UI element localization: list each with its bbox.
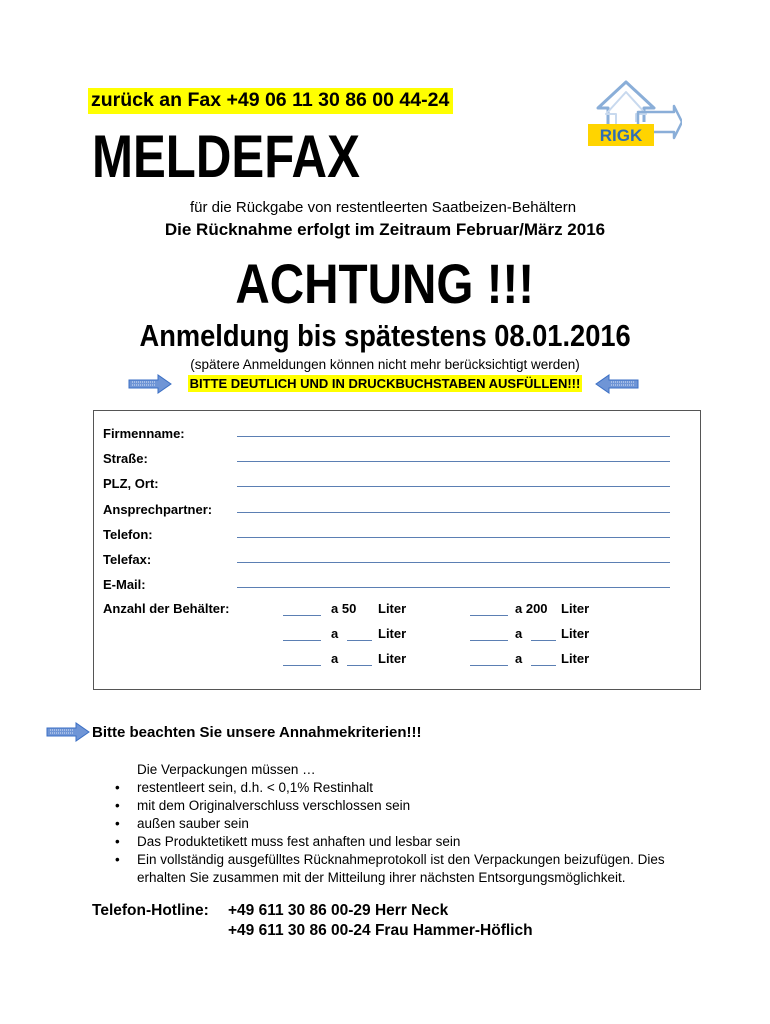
hotline-label: Telefon-Hotline:: [92, 902, 209, 919]
hotline-contact: +49 611 30 86 00-24 Frau Hammer-Höflich: [228, 922, 533, 939]
return-period: [0, 220, 770, 240]
left-quantity-line[interactable]: [283, 640, 321, 641]
subtitle-text: für die Rückgabe von restentleerten Saatbeizen-Behältern: [190, 199, 577, 216]
criteria-item-text: mit dem Originalverschluss verschlossen sein: [137, 798, 411, 813]
right-quantity-line[interactable]: [470, 640, 508, 641]
form-field-label: E-Mail:: [103, 577, 146, 592]
left-container-size: a: [331, 626, 339, 641]
criteria-item: [115, 851, 677, 887]
right-container-size: a 200: [515, 601, 548, 616]
criteria-item: [115, 779, 677, 797]
form-field-input-line[interactable]: [237, 486, 670, 487]
criteria-item-text: Das Produktetikett muss fest anhaften und lesbar sein: [137, 834, 461, 849]
warning-heading: [0, 252, 770, 316]
registration-deadline: [0, 317, 770, 355]
subtitle: [0, 199, 770, 216]
bullet-icon: •: [115, 798, 120, 813]
left-quantity-line[interactable]: [283, 665, 321, 666]
form-field-input-line[interactable]: [237, 512, 670, 513]
containers-label: Anzahl der Behälter:: [103, 601, 230, 616]
bullet-icon: •: [115, 780, 120, 795]
criteria-item-text: restentleert sein, d.h. < 0,1% Restinhalt: [137, 780, 374, 795]
form-field-input-line[interactable]: [237, 537, 670, 538]
fill-instruction: [0, 375, 770, 392]
left-container-size: a 50: [331, 601, 357, 616]
fill-instruction-text: BITTE DEUTLICH UND IN DRUCKBUCHSTABEN AUSFÜLLEN!!!: [189, 376, 581, 391]
form-field-input-line[interactable]: [237, 436, 670, 437]
arrow-right-icon: [46, 722, 90, 742]
right-quantity-line[interactable]: [470, 665, 508, 666]
bullet-icon: •: [115, 816, 120, 831]
right-container-size: a: [515, 626, 523, 641]
criteria-item: [115, 833, 677, 851]
left-container-unit: Liter: [378, 601, 407, 616]
left-quantity-line[interactable]: [283, 615, 321, 616]
criteria-item: [115, 797, 677, 815]
left-container-unit: Liter: [378, 626, 407, 641]
form-field-input-line[interactable]: [237, 562, 670, 563]
criteria-item-text: außen sauber sein: [137, 816, 249, 831]
form-field-label: Straße:: [103, 451, 148, 466]
left-size-line[interactable]: [347, 665, 372, 666]
criteria-heading: Bitte beachten Sie unsere Annahmekriterien!!!: [92, 724, 422, 741]
criteria-list: [115, 779, 677, 887]
criteria-item-text: Ein vollständig ausgefülltes Rücknahmeprotokoll ist den Verpackungen beizufügen. Dies erhalten Sie zusammen mit der Mitteilung ihrer nächsten Entsorgungsmöglichkeit.: [137, 852, 665, 885]
right-container-unit: Liter: [561, 651, 590, 666]
registration-form: [93, 410, 701, 690]
registration-deadline-text: Anmeldung bis spätestens 08.01.2016: [139, 318, 631, 353]
right-container-size: a: [515, 651, 523, 666]
right-size-line[interactable]: [531, 640, 556, 641]
page-title: MELDEFAX: [92, 123, 360, 190]
warning-heading-text: ACHTUNG !!!: [235, 252, 535, 315]
form-field-label: Telefax:: [103, 552, 152, 567]
return-period-text: Die Rücknahme erfolgt im Zeitraum Februar/März 2016: [164, 220, 606, 239]
left-container-size: a: [331, 651, 339, 666]
form-field-input-line[interactable]: [237, 461, 670, 462]
bullet-icon: •: [115, 834, 120, 849]
form-field-label: Telefon:: [103, 527, 153, 542]
arrow-left-icon: [595, 374, 639, 394]
left-size-line[interactable]: [347, 640, 372, 641]
criteria-item: [115, 815, 677, 833]
form-field-input-line[interactable]: [237, 587, 670, 588]
right-size-line[interactable]: [531, 665, 556, 666]
form-field-label: Ansprechpartner:: [103, 502, 213, 517]
rigk-logo: [586, 78, 682, 156]
form-field-label: Firmenname:: [103, 426, 185, 441]
late-registration-note: [0, 357, 770, 372]
left-container-unit: Liter: [378, 651, 407, 666]
fax-return-number: zurück an Fax +49 06 11 30 86 00 44-24: [88, 88, 453, 114]
late-registration-note-text: (spätere Anmeldungen können nicht mehr berücksichtigt werden): [190, 357, 580, 372]
criteria-intro: Die Verpackungen müssen …: [137, 762, 316, 777]
logo-text: RIGK: [599, 126, 643, 145]
form-field-label: PLZ, Ort:: [103, 476, 159, 491]
hotline-contact: +49 611 30 86 00-29 Herr Neck: [228, 902, 449, 919]
right-container-unit: Liter: [561, 601, 590, 616]
right-quantity-line[interactable]: [470, 615, 508, 616]
right-container-unit: Liter: [561, 626, 590, 641]
arrow-right-icon: [128, 374, 172, 394]
bullet-icon: •: [115, 852, 120, 867]
